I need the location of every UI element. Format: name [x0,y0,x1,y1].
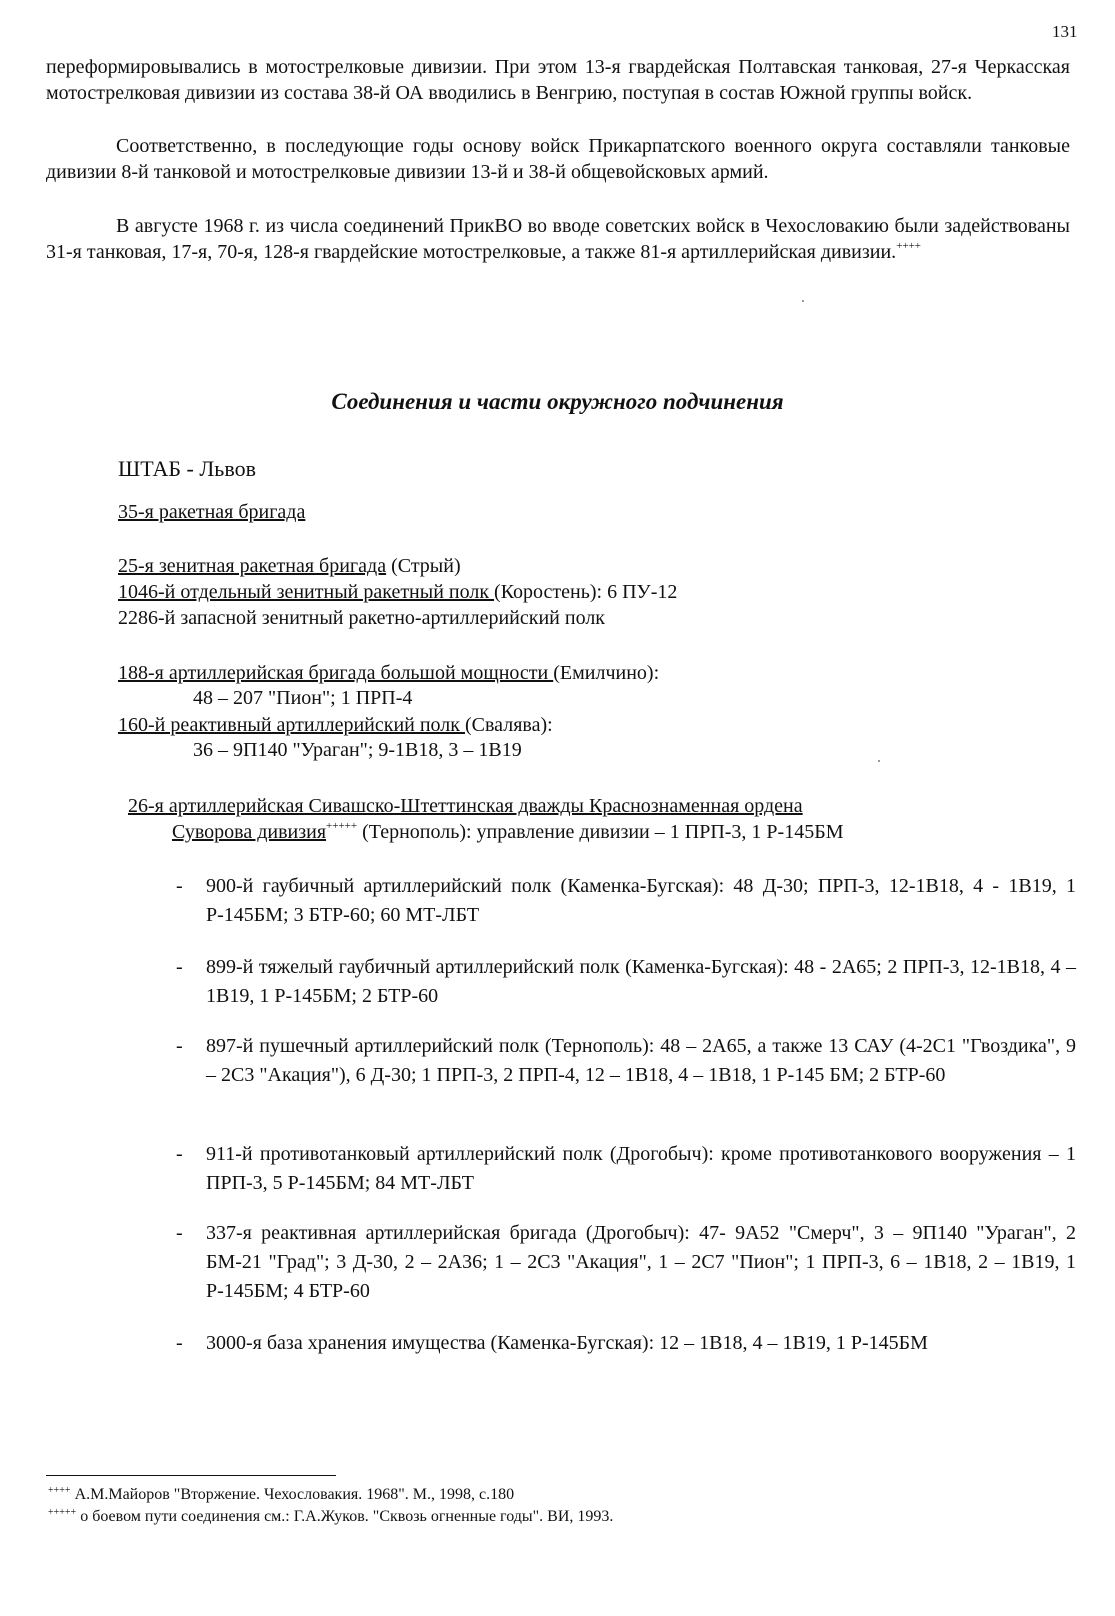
unit-26-division-line-1 [128,793,803,819]
list-item [176,1219,1076,1306]
unit-26-name-line-1: 26-я артиллерийская Сивашско-Штеттинская дважды Краснознаменная ордена [128,795,803,817]
list-item [176,1329,1076,1358]
list-dash: - [176,1035,183,1057]
footnote-divider [46,1475,336,1476]
section-heading: Соединения и части окружного подчинения [331,389,784,414]
unit-1046-sam-regiment [118,579,677,605]
list-item-text: 900-й гаубичный артиллерийский полк (Каменка-Бугская): 48 Д-30; ПРП-3, 12-1В18, 4 - 1В19, 1 Р-145БМ; 3 БТР-60; 60 МТ-ЛБТ [206,875,1076,926]
unit-188-equipment: 48 – 207 "Пион"; 1 ПРП-4 [193,687,413,709]
unit-160-equipment: 36 – 9П140 "Ураган"; 9-1В18, 3 – 1В19 [193,739,522,761]
footnote-1-mark: ++++ [48,1485,71,1496]
list-item-text: 897-й пушечный артиллерийский полк (Тернополь): 48 – 2А65, а также 13 САУ (4-2С1 "Гвоздика", 9 – 2С3 "Акация"), 6 Д-30; 1 ПРП-3, 2 ПРП-4, 12 – 1В18, 4 – 1В18, 1 Р-145 БМ; 2 БТР-60 [206,1035,1076,1086]
scan-speck [802,300,804,302]
footnote-2 [48,1508,613,1526]
footnote-ref-1: ++++ [896,240,922,252]
unit-25-location: (Стрый) [386,555,461,577]
intro-paragraph-1: переформировывались в мотострелковые дивизии. При этом 13-я гвардейская Полтавская танковая, 27-я Черкасская мотострелковая дивизии из состава 38-й ОА вводились в Венгрию, поступая в состав Южной группы войск. [46,56,1070,104]
footnote-ref-2: +++++ [326,820,358,832]
list-item-text: 911-й противотанковый артиллерийский полк (Дрогобыч): кроме противотанкового вооружения – 1 ПРП-3, 5 Р-145БМ; 84 МТ-ЛБТ [206,1143,1076,1194]
list-dash: - [176,1222,183,1244]
intro-paragraph-2: Соответственно, в последующие годы основу войск Прикарпатского военного округа составляли танковые дивизии 8-й танковой и мотострелковые дивизии 13-й и 38-й общевойсковых армий. [46,135,1070,183]
list-item-text: 3000-я база хранения имущества (Каменка-Бугская): 12 – 1В18, 4 – 1В19, 1 Р-145БМ [206,1332,928,1354]
unit-160-name: 160-й реактивный артиллерийский полк [118,714,465,736]
footnote-1-text: А.М.Майоров "Вторжение. Чехословакия. 1968". М., 1998, с.180 [70,1486,515,1503]
page-number: 131 [1052,22,1078,41]
unit-26-name-line-2: Суворова дивизия [172,821,327,843]
unit-25-name: 25-я зенитная ракетная бригада [118,555,387,577]
list-item-text: 337-я реактивная артиллерийская бригада (Дрогобыч): 47- 9А52 "Смерч", 3 – 9П140 "Ураган", 2 БМ-21 "Град"; 3 Д-30, 2 – 2А36; 1 – 2С3 "Акация", 1 – 2С7 "Пион"; 1 ПРП-3, 6 – 1В18, 2 – 1В19, 1 Р-145БМ; 4 БТР-60 [206,1222,1076,1302]
list-item [176,953,1076,1011]
unit-160-rocket-regiment [118,712,553,738]
list-item [176,872,1076,930]
list-item [176,1140,1076,1198]
list-dash: - [176,956,183,978]
list-item-text: 899-й тяжелый гаубичный артиллерийский полк (Каменка-Бугская): 48 - 2А65; 2 ПРП-3, 12-1В18, 4 – 1В19, 1 Р-145БМ; 2 БТР-60 [206,956,1076,1007]
intro-paragraph-3-text: В августе 1968 г. из числа соединений ПрикВО во вводе советских войск в Чехословакию были задействованы 31-я танковая, 17-я, 70-я, 128-я гвардейские мотострелковые, а также 81-я артиллерийская дивизии. [46,215,1070,263]
list-dash: - [176,1332,183,1354]
unit-26-division-line-2 [172,819,843,845]
unit-188-location: (Емилчино): [553,662,660,684]
unit-25-sam-brigade [118,553,461,579]
unit-188-artillery-brigade [118,660,659,686]
footnote-2-text: о боевом пути соединения см.: Г.А.Жуков. "Сквозь огненные годы". ВИ, 1993. [76,1508,614,1525]
unit-160-location: (Свалява): [464,714,553,736]
scan-speck [878,760,880,762]
footnote-2-mark: +++++ [48,1507,77,1518]
unit-35-rocket-brigade [118,499,305,525]
unit-2286-regiment: 2286-й запасной зенитный ракетно-артиллерийский полк [118,607,606,629]
unit-26-details: (Тернополь): управление дивизии – 1 ПРП-3, 1 Р-145БМ [357,821,844,843]
unit-35-name: 35-я ракетная бригада [118,501,306,523]
intro-paragraph-3 [46,213,1070,265]
list-dash: - [176,875,183,897]
unit-1046-name: 1046-й отдельный зенитный ракетный полк [118,581,495,603]
list-dash: - [176,1143,183,1165]
unit-1046-details: (Коростень): 6 ПУ-12 [494,581,678,603]
footnote-1 [48,1486,514,1504]
headquarters-line: ШТАБ - Львов [118,456,256,481]
unit-188-name: 188-я артиллерийская бригада большой мощности [118,662,554,684]
list-item [176,1032,1076,1090]
